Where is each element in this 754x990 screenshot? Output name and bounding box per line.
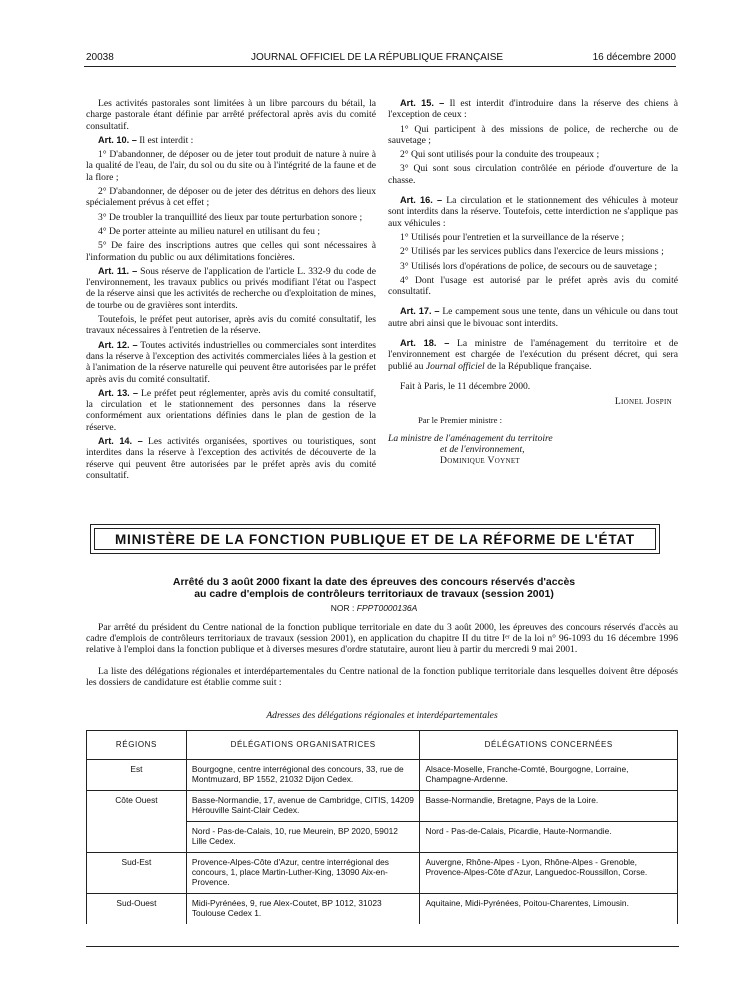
minister-name: Dominique Voynet <box>440 455 520 467</box>
article-11 <box>86 266 376 311</box>
article-11-text: Sous réserve de l'application de l'article L. 332-9 du code de l'environnement, les travaux publics ou privés modifiant l'état ou l'aspect de la réserve ainsi que les activités de recherche ou d'exploitation de mines, de tourbe ou de gravières sont interdits. <box>86 265 376 311</box>
concernees-cell: Auvergne, Rhône-Alpes - Lyon, Rhône-Alpes - Grenoble, Provence-Alpes-Côte d'Azur, Languedoc-Roussillon, Corse. <box>420 853 678 894</box>
organisatrice-cell: Nord - Pas-de-Calais, 10, rue Meurein, BP 2020, 59012 Lille Cedex. <box>186 822 420 853</box>
region-cell: Est <box>87 760 187 791</box>
left-column <box>86 98 376 484</box>
organisatrice-cell: Basse-Normandie, 17, avenue de Cambridge, CITIS, 14209 Hérouville Saint-Clair Cedex. <box>186 791 420 822</box>
article-10-item: 1° D'abandonner, de déposer ou de jeter tout produit de nature à nuire à la qualité de l'eau, de l'air, du sol ou du site ou à l'intégrité de la faune et de la flore ; <box>86 149 376 183</box>
article-15-item: 1° Qui participent à des missions de police, de recherche ou de sauvetage ; <box>388 123 678 146</box>
article-16-item: 2° Utilisés par les services publics dans l'exercice de leurs missions ; <box>400 246 664 258</box>
nor-label: NOR : <box>330 603 357 613</box>
by-prime-minister: Par le Premier ministre : <box>418 414 503 425</box>
right-column <box>388 98 678 470</box>
delegations-table <box>86 730 678 924</box>
concernees-cell: Nord - Pas-de-Calais, Picardie, Haute-Normandie. <box>420 822 678 853</box>
article-12-text: Toutes activités industrielles ou commerciales sont interdites dans la réserve à l'exception des activités commerciales liées à la gestion et à l'animation de la réserve naturelle qui peuvent être autorisées par le préfet après avis du comité consultatif. <box>86 339 376 385</box>
article-18-label: Art. 18. – <box>400 338 450 349</box>
page-number: 20038 <box>86 52 114 63</box>
article-10-item: 4° De porter atteinte au milieu naturel en utilisant du feu ; <box>98 225 321 237</box>
table-row <box>87 853 678 894</box>
article-13 <box>86 388 376 433</box>
region-cell: Côte Ouest <box>87 791 187 822</box>
concernees-cell: Alsace-Moselle, Franche-Comté, Bourgogne, Lorraine, Champagne-Ardenne. <box>420 760 678 791</box>
arrete-paragraph-1: Par arrêté du président du Centre national de la fonction publique territoriale en date du 3 août 2000, les épreuves des concours réservés d'accès au cadre d'emplois de contrôleurs territoriaux de travaux (session 2001), en application du chapitre II du titre Iᵉʳ de la loi n° 96-1093 du 16 décembre 1996 relative à l'emploi dans la fonction publique et à diverses mesures d'ordre statutaire, auront lieu à partir du mercredi 9 mai 2001. <box>86 622 678 655</box>
article-14-label: Art. 14. – <box>98 436 143 447</box>
ministry-name: MINISTÈRE DE LA FONCTION PUBLIQUE ET DE LA RÉFORME DE L'ÉTAT <box>94 528 656 550</box>
concernees-cell: Basse-Normandie, Bretagne, Pays de la Loire. <box>420 791 678 822</box>
article-16-item: 3° Utilisés lors d'opérations de police, de secours ou de sauvetage ; <box>400 260 658 272</box>
region-cell <box>87 822 187 853</box>
article-15-intro: Il est interdit d'introduire dans la réserve des chiens à l'exception de ceux : <box>388 98 678 121</box>
article-10-item: 2° D'abandonner, de déposer ou de jeter des détritus en dehors des lieux spécialement prévus à cet effet ; <box>86 186 376 209</box>
article-16-item: 4° Dont l'usage est autorisé par le préfet après avis du comité consultatif. <box>388 274 678 298</box>
arrete-title-line-1: Arrêté du 3 août 2000 fixant la date des épreuves des concours réservés d'accès <box>172 576 576 588</box>
article-12-label: Art. 12. – <box>98 339 138 350</box>
article-18-text-a: La ministre de l'aménagement du territoire et de l'environnement est chargée de l'exécution du présent décret, qui sera publié au <box>388 338 678 372</box>
nor-value: FPPT0000136A <box>356 603 418 613</box>
nor-reference <box>90 603 658 613</box>
article-15-label: Art. 15. – <box>400 98 445 108</box>
concernees-cell: Aquitaine, Midi-Pyrénées, Poitou-Charentes, Limousin. <box>420 894 678 925</box>
organisatrice-cell: Provence-Alpes-Côte d'Azur, centre interrégional des concours, 1, place Martin-Luther-King, 13090 Aix-en-Provence. <box>186 853 420 894</box>
table-bottom-rule <box>86 946 679 947</box>
organisatrice-cell: Bourgogne, centre interrégional des concours, 33, rue de Montmuzard, BP 1552, 21032 Dijon Cedex. <box>186 760 420 791</box>
article-14 <box>86 436 376 481</box>
signatory: Lionel Jospin <box>614 396 672 408</box>
region-cell: Sud-Ouest <box>87 894 187 925</box>
article-16-label: Art. 16. – <box>400 195 443 206</box>
table-row <box>87 760 678 791</box>
article-18 <box>388 338 678 372</box>
minister-title-1: La ministre de l'aménagement du territoire <box>388 432 553 444</box>
article-17-label: Art. 17. – <box>400 306 440 317</box>
article-10-intro: Il est interdit : <box>139 134 194 146</box>
region-cell: Sud-Est <box>87 853 187 894</box>
article-14-text: Les activités organisées, sportives ou touristiques, sont interdites dans la réserve à l'exception des activités de découverte de la réserve qui peuvent être autorisées par le préfet après avis du comité consultatif. <box>86 436 377 481</box>
article-16-item: 1° Utilisés pour l'entretien et la surveillance de la réserve ; <box>400 231 625 243</box>
journal-title: JOURNAL OFFICIEL DE LA RÉPUBLIQUE FRANÇAISE <box>250 52 504 63</box>
table-header-row <box>87 731 678 760</box>
article-10-item: 3° De troubler la tranquillité des lieux par toute perturbation sonore ; <box>98 211 363 223</box>
article-10-item: 5° De faire des inscriptions autres que celles qui sont nécessaires à l'information du public ou aux délimitations foncières. <box>86 240 376 263</box>
article-12 <box>86 340 376 385</box>
article-11-text-2: Toutefois, le préfet peut autoriser, après avis du comité consultatif, les travaux nécessaires à l'entretien de la réserve. <box>86 314 376 337</box>
article-11-label: Art. 11. – <box>98 265 138 276</box>
article-15-item: 3° Qui sont sous circulation contrôlée en période d'ouverture de la chasse. <box>388 163 678 186</box>
article-10-label: Art. 10. – <box>98 134 137 145</box>
arrete-title-line-2: au cadre d'emplois de contrôleurs territoriaux de travaux (session 2001) <box>194 588 554 600</box>
article-17-text: Le campement sous une tente, dans un véhicule ou dans tout autre abri ainsi que le bivouac sont interdits. <box>388 306 678 329</box>
pastoral-paragraph: Les activités pastorales sont limitées à un libre parcours du bétail, la charge pastorale étant définie par arrêté préfectoral après avis du comité consultatif. <box>86 98 376 132</box>
table-row <box>87 791 678 822</box>
column-header-organisatrices: DÉLÉGATIONS ORGANISATRICES <box>186 731 420 760</box>
column-header-regions: RÉGIONS <box>87 731 187 760</box>
article-15 <box>388 98 678 121</box>
article-17 <box>388 306 678 329</box>
signed-at: Fait à Paris, le 11 décembre 2000. <box>400 380 531 392</box>
article-10 <box>86 135 376 146</box>
article-16-intro: La circulation et le stationnement des véhicules à moteur sont interdits dans la réserve. Toutefois, cette interdiction ne s'applique pas aux véhicules : <box>388 195 679 229</box>
minister-title-2: et de l'environnement, <box>440 444 525 456</box>
table-row <box>87 894 678 925</box>
header-rule <box>84 66 676 67</box>
issue-date: 16 décembre 2000 <box>592 52 676 63</box>
table-caption: Adresses des délégations régionales et interdépartementales <box>266 710 498 721</box>
article-15-item: 2° Qui sont utilisés pour la conduite des troupeaux ; <box>400 149 600 161</box>
article-13-label: Art. 13. – <box>98 387 138 398</box>
ministry-banner <box>90 524 660 554</box>
arrete-paragraph-2: La liste des délégations régionales et interdépartementales du Centre national de la fonction publique territoriale dans lesquelles doivent être déposés les dossiers de candidature est établie comme suit : <box>86 666 678 688</box>
article-18-text-c: de la République française. <box>484 360 592 372</box>
journal-officiel-italic: Journal officiel <box>425 360 485 372</box>
column-header-concernees: DÉLÉGATIONS CONCERNÉES <box>420 731 678 760</box>
article-16 <box>388 195 678 229</box>
article-13-text: Le préfet peut réglementer, après avis du comité consultatif, la circulation et le stationnement des personnes dans la réserve conformément aux orientations définies dans le plan de gestion de la réserve. <box>86 387 377 433</box>
table-row <box>87 822 678 853</box>
organisatrice-cell: Midi-Pyrénées, 9, rue Alex-Coutet, BP 1012, 31023 Toulouse Cedex 1. <box>186 894 420 925</box>
